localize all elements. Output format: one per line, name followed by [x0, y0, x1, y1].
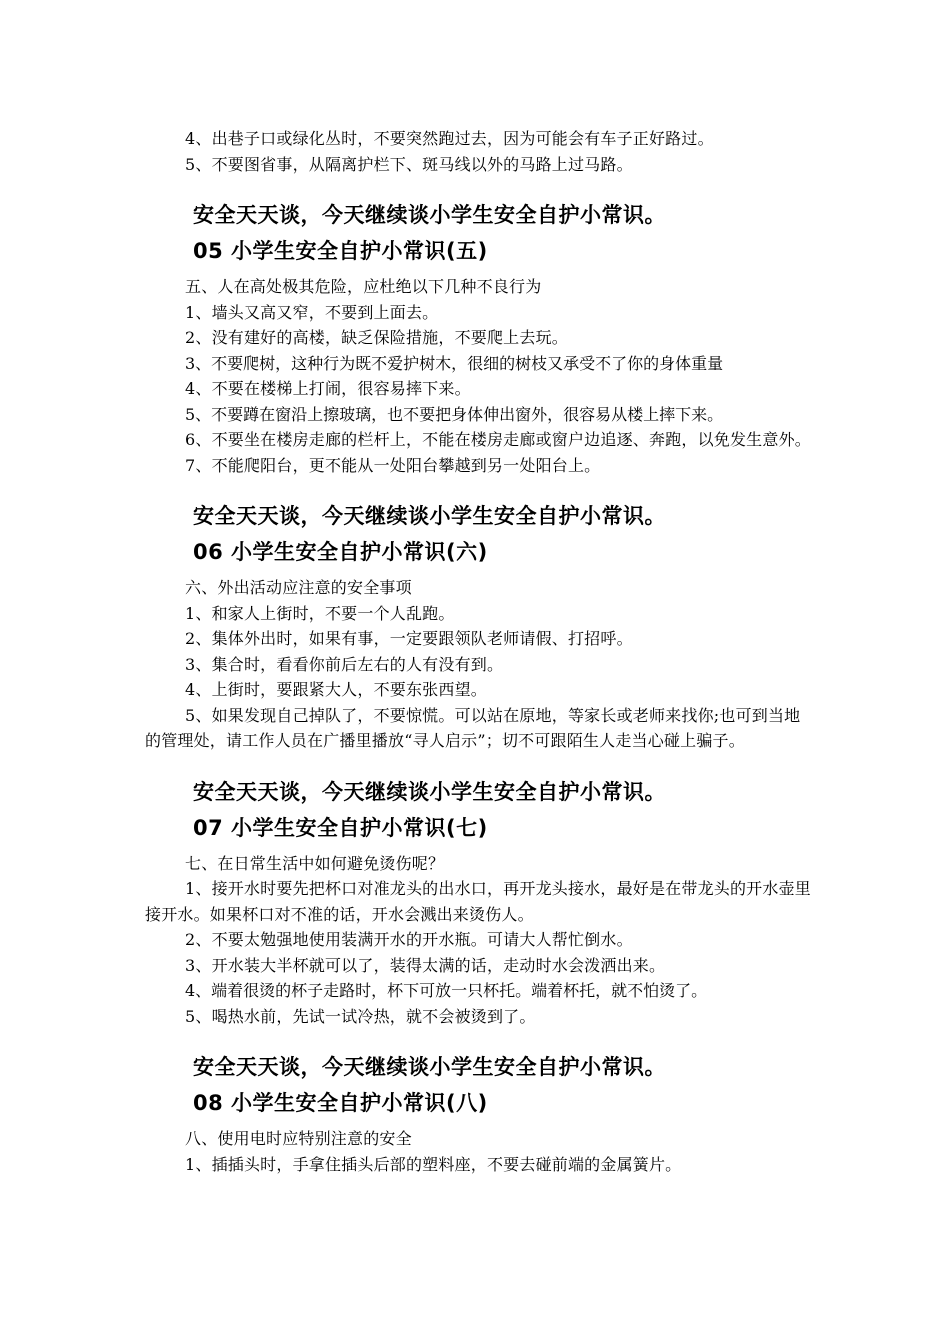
list-item: 3、开水装大半杯就可以了，装得太满的话，走动时水会泼洒出来。 [185, 955, 666, 975]
section-lead: 五、人在高处极其危险，应杜绝以下几种不良行为 [185, 277, 542, 296]
section-lead: 八、使用电时应特别注意的安全 [185, 1129, 412, 1148]
list-item: 4、上街时，要跟紧大人，不要东张西望。 [185, 680, 487, 699]
list-item: 4、端着很烫的杯子走路时，杯下可放一只杯托。端着杯托，就不怕烫了。 [185, 981, 708, 1000]
list-item: 7、不能爬阳台，更不能从一处阳台攀越到另一处阳台上。 [185, 455, 601, 475]
list-item: 5、不要蹲在窗沿上擦玻璃，也不要把身体伸出窗外，很容易从楼上摔下来。 [185, 404, 724, 424]
list-item: 4、不要在楼梯上打闹，很容易摔下来。 [185, 379, 471, 398]
section-lead: 七、在日常生活中如何避免烫伤呢？ [185, 853, 445, 873]
section-lead: 六、外出活动应注意的安全事项 [185, 578, 412, 597]
document-body [145, 126, 813, 1177]
list-item: 4、出巷子口或绿化丛时，不要突然跑过去，因为可能会有车子正好路过。 [185, 129, 714, 148]
section-05 [145, 199, 813, 478]
list-item: 2、集体外出时，如果有事，一定要跟领队老师请假、打招呼。 [185, 629, 633, 648]
list-item: 5、喝热水前，先试一试冷热，就不会被烫到了。 [185, 1006, 536, 1026]
section-07 [145, 776, 813, 1030]
list-item: 3、集合时，看看你前后左右的人有没有到。 [185, 654, 504, 674]
list-item: 3、不要爬树，这种行为既不爱护树木，很细的树枝又承受不了你的身体重量 [185, 353, 724, 373]
section-title: 05 小学生安全自护小常识(五) [193, 239, 488, 263]
section-intro-heading: 安全天天谈，今天继续谈小学生安全自护小常识。 [193, 504, 666, 528]
list-item: 5、如果发现自己掉队了，不要惊慌。可以站在原地，等家长或老师来找你;也可到当地的管理处，请工作人员在广播里播放“寻人启示”；切不可跟陌生人走当心碰上骗子。 [145, 705, 801, 750]
list-item: 2、不要太勉强地使用装满开水的开水瓶。可请大人帮忙倒水。 [185, 930, 633, 949]
section-intro-heading: 安全天天谈，今天继续谈小学生安全自护小常识。 [193, 779, 666, 804]
section-08 [145, 1051, 813, 1177]
section-intro-heading: 安全天天谈，今天继续谈小学生安全自护小常识。 [193, 1055, 666, 1079]
list-item: 1、接开水时要先把杯口对准龙头的出水口，再开龙头接水，最好是在带龙头的开水壶里接开水。如果杯口对不准的话，开水会溅出来烫伤人。 [145, 879, 811, 924]
list-item: 1、墙头又高又窄，不要到上面去。 [185, 302, 439, 322]
section-title: 07 小学生安全自护小常识(七) [193, 815, 488, 840]
list-item: 6、不要坐在楼房走廊的栏杆上，不能在楼房走廊或窗户边追逐、奔跑，以免发生意外。 [185, 430, 811, 449]
section-title: 08 小学生安全自护小常识(八) [193, 1091, 488, 1115]
list-item: 1、插插头时，手拿住插头后部的塑料座，不要去碰前端的金属簧片。 [185, 1154, 682, 1174]
section-06 [145, 500, 813, 754]
list-item: 1、和家人上街时，不要一个人乱跑。 [185, 603, 455, 623]
list-item: 2、没有建好的高楼，缺乏保险措施，不要爬上去玩。 [185, 328, 568, 347]
list-item: 5、不要图省事，从隔离护栏下、斑马线以外的马路上过马路。 [185, 154, 633, 174]
section-title: 06 小学生安全自护小常识(六) [193, 540, 488, 564]
section-intro-heading: 安全天天谈，今天继续谈小学生安全自护小常识。 [193, 203, 666, 227]
